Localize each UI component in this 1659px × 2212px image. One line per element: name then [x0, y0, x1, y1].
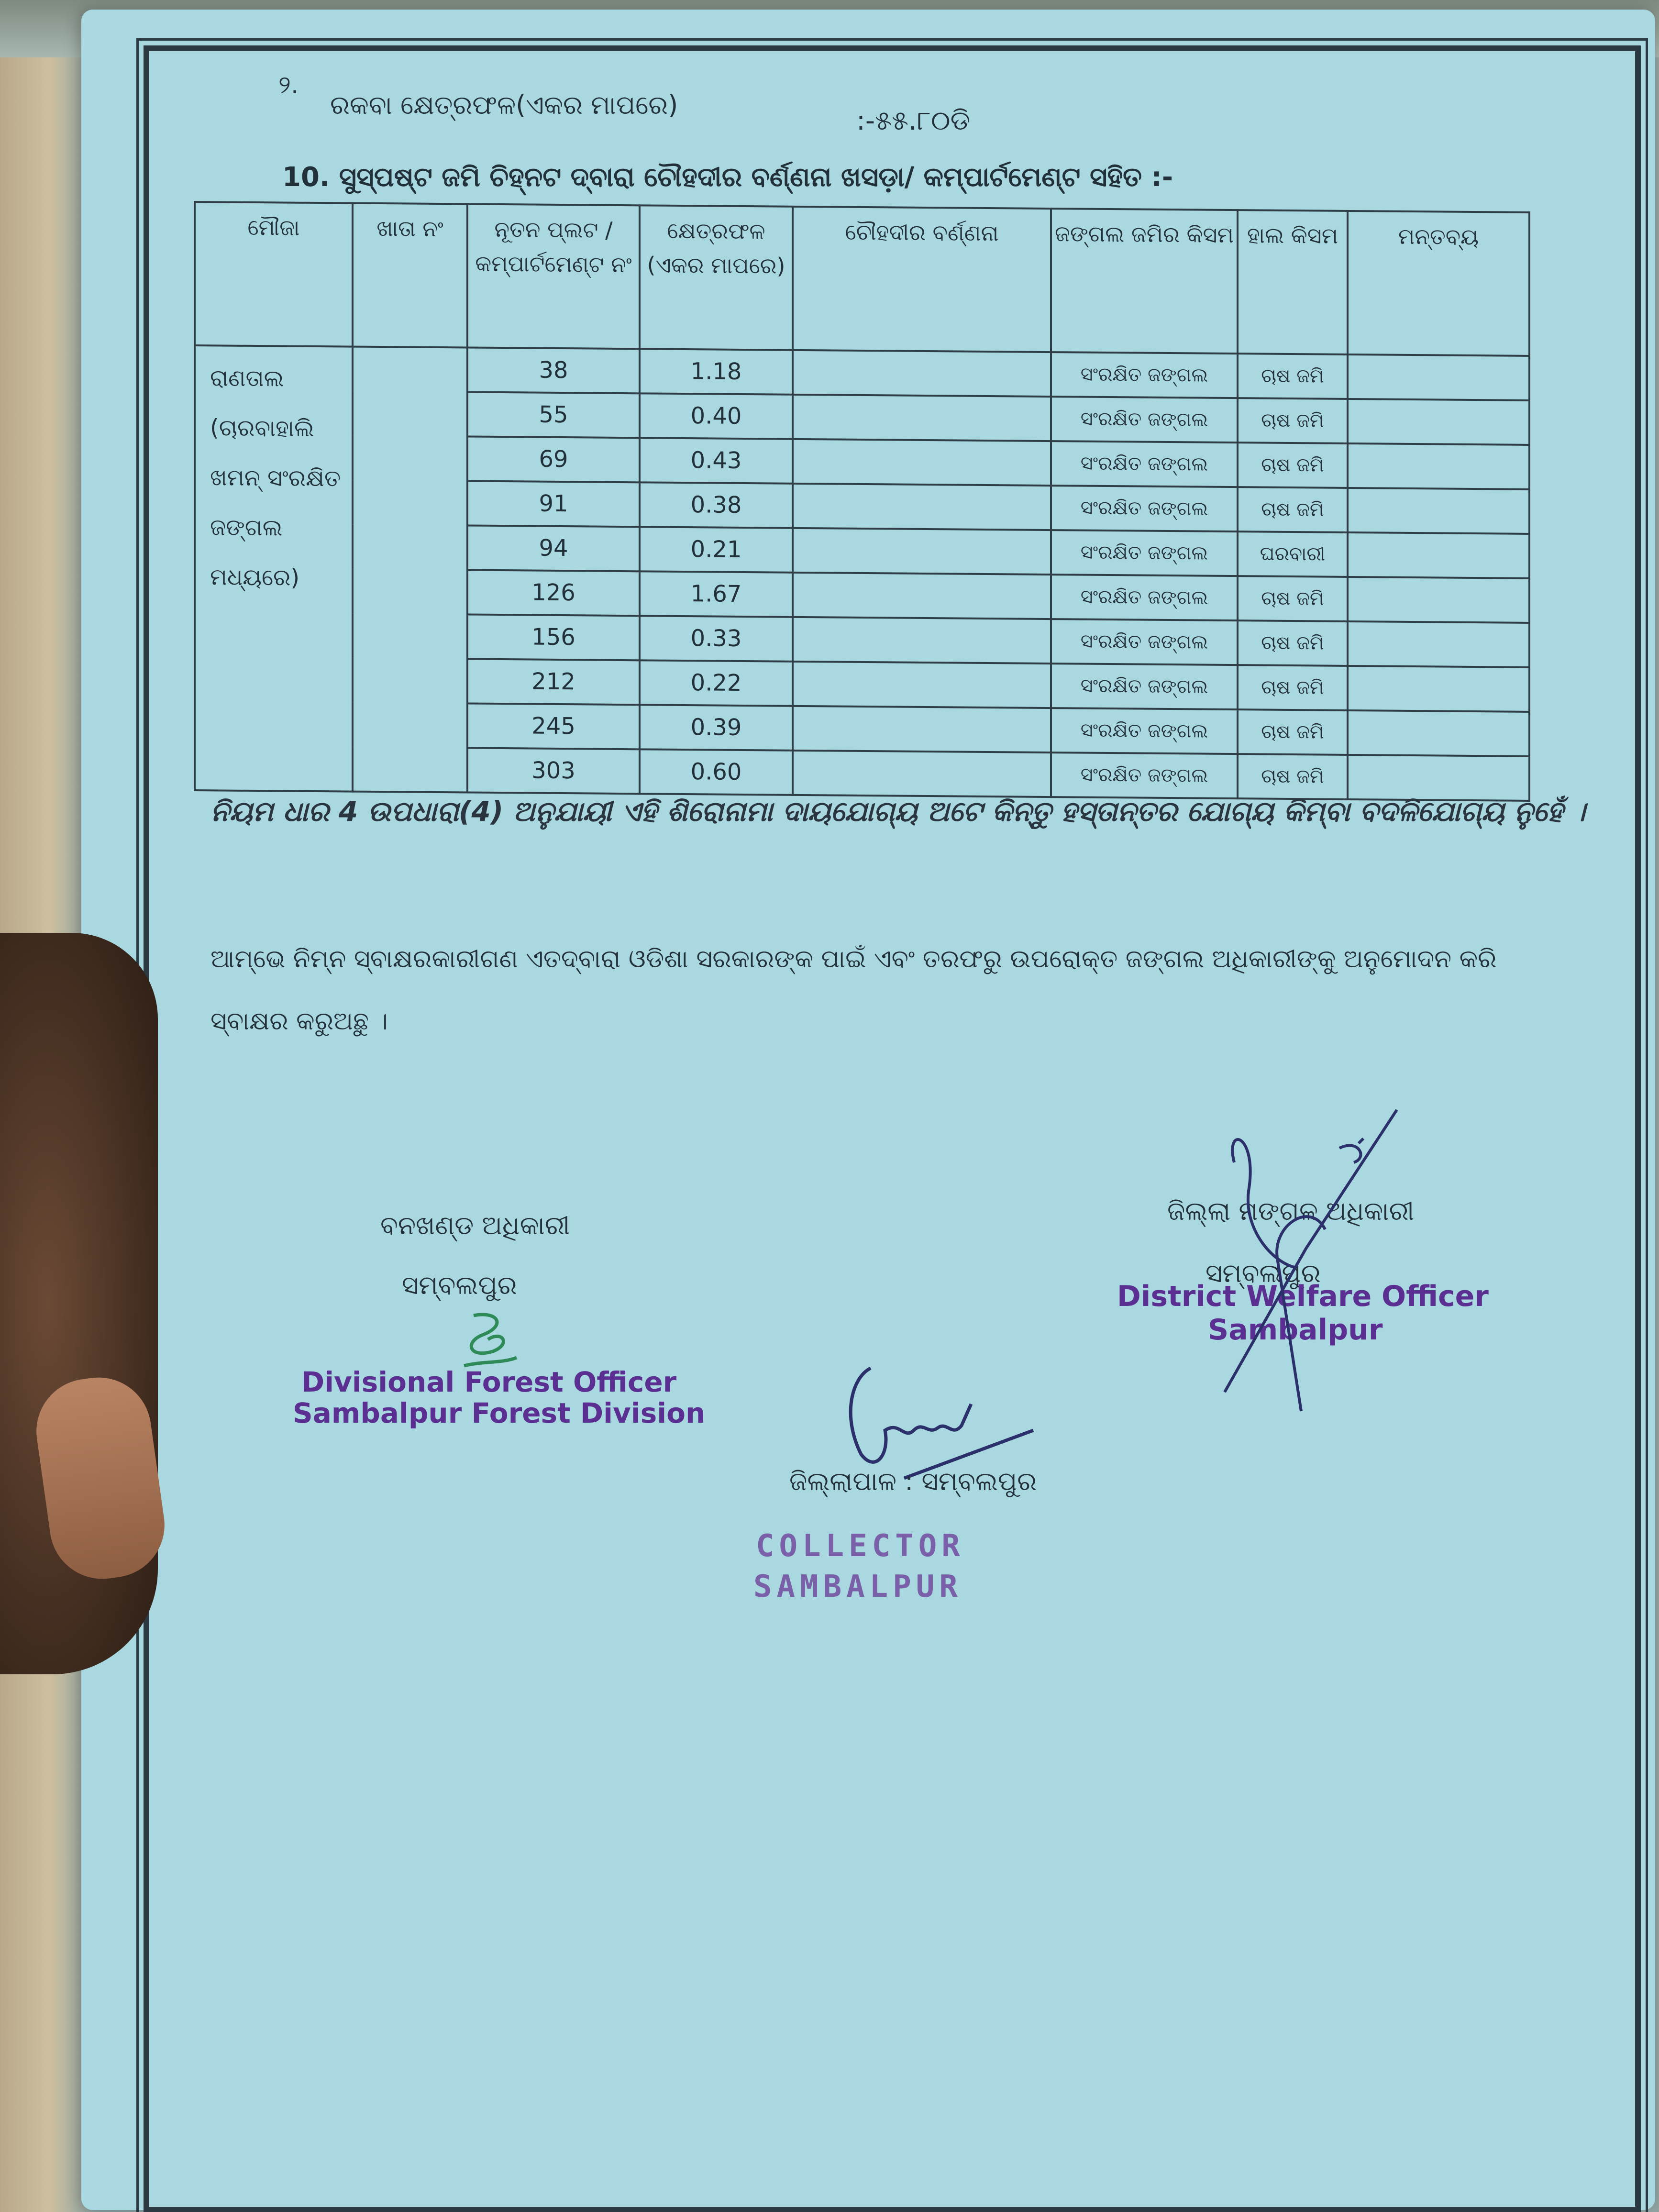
remarks-cell — [1348, 532, 1529, 578]
header-mouza: ମୌଜା — [195, 202, 353, 347]
dwo-stamp-line1: District Welfare Officer — [1117, 1280, 1489, 1313]
forest-type-cell: ସଂରକ୍ଷିତ ଜଙ୍ଗଲ — [1051, 486, 1238, 531]
remarks-cell — [1348, 488, 1529, 534]
current-type-cell: ଘରବାରୀ — [1238, 531, 1348, 577]
forest-type-cell: ସଂରକ୍ଷିତ ଜଙ୍ଗଲ — [1051, 441, 1238, 487]
area-cell: 0.43 — [640, 438, 793, 484]
header-khata: ଖାତା ନଂ — [353, 203, 467, 348]
current-type-cell: ଚାଷ ଜମି — [1238, 398, 1348, 443]
khata-cell — [353, 347, 467, 793]
plot-cell: 212 — [467, 659, 640, 705]
boundary-cell — [793, 662, 1051, 708]
plot-cell: 245 — [467, 703, 640, 749]
boundary-cell — [793, 439, 1051, 486]
current-type-cell: ଚାଷ ଜମି — [1238, 487, 1348, 532]
village-cell: ରାଣତାଲ (ଚାରବାହାଲି ଖମନ୍ ସଂରକ୍ଷିତ ଜଙ୍ଗଲ ମଧ୍ୟରେ) — [195, 345, 353, 792]
item10-heading: 10. ସୁସ୍ପଷ୍ଟ ଜମି ଚିହ୍ନଟ ଦ୍ବାରା ଚୌହଦୀର ବର୍ଣ୍ଣନା ଖସଡ଼ା/ କମ୍ପାର୍ଟମେଣ୍ଟ ସହିତ :- — [282, 162, 1173, 193]
current-type-cell: ଚାଷ ଜମି — [1238, 442, 1348, 488]
header-remarks: ମନ୍ତବ୍ୟ — [1348, 211, 1529, 356]
current-type-cell: ଚାଷ ଜମି — [1238, 709, 1348, 755]
boundary-cell — [793, 617, 1051, 664]
header-current-type: ହାଲ କିସମ — [1238, 210, 1348, 354]
remarks-cell — [1348, 577, 1529, 623]
boundary-cell — [793, 484, 1051, 530]
dwo-title: ଜିଲ୍ଲା ମଙ୍ଗଳ ଅଧିକାରୀ — [1167, 1196, 1415, 1226]
dfo-place: ସମ୍ବଲପୁର — [402, 1270, 517, 1300]
remarks-cell — [1348, 621, 1529, 667]
boundary-cell — [793, 706, 1051, 752]
remarks-cell — [1348, 354, 1529, 400]
current-type-cell: ଚାଷ ଜମି — [1238, 354, 1348, 399]
item9-value: :-୫୫.୮୦ଡି — [856, 105, 971, 136]
area-cell: 1.67 — [640, 571, 793, 617]
remarks-cell — [1348, 710, 1529, 756]
forest-type-cell: ସଂରକ୍ଷିତ ଜଙ୍ଗଲ — [1051, 619, 1238, 665]
forest-type-cell: ସଂରକ୍ଷିତ ଜଙ୍ଗଲ — [1051, 352, 1238, 398]
forest-type-cell: ସଂରକ୍ଷିତ ଜଙ୍ଗଲ — [1051, 752, 1238, 798]
boundary-cell — [793, 751, 1051, 797]
collector-stamp-line1: COLLECTOR — [756, 1528, 965, 1564]
collector-stamp-line2: SAMBALPUR — [753, 1569, 962, 1604]
remarks-cell — [1348, 443, 1529, 489]
boundary-cell — [793, 528, 1051, 575]
area-cell: 0.38 — [640, 482, 793, 528]
area-cell: 0.60 — [640, 749, 793, 795]
dwo-stamp-line2: Sambalpur — [1208, 1313, 1383, 1347]
forest-type-cell: ସଂରକ୍ଷିତ ଜଙ୍ଗଲ — [1051, 575, 1238, 620]
dfo-title: ବନଖଣ୍ଡ ଅଧିକାରୀ — [380, 1210, 570, 1240]
item9-number: ୨. — [278, 71, 299, 100]
header-boundary: ଚୌହଦୀର ବର୍ଣ୍ଣନା — [793, 207, 1051, 352]
declaration-paragraph: ଆମ୍ଭେ ନିମ୍ନ ସ୍ବାକ୍ଷରକାରୀଗଣ ଏତଦ୍ବାରା ଓଡିଶା ସରକାରଙ୍କ ପାଇଁ ଏବଂ ତରଫରୁ ଉପରୋକ୍ତ ଜଙ୍ଗଲ ଅଧିକାରୀଙ୍କୁ ଅନୁମୋଦନ କରି ସ୍ବାକ୍ଷର କରୁଅଛୁ । — [210, 945, 1497, 1036]
plot-cell: 55 — [467, 392, 640, 438]
forest-type-cell: ସଂରକ୍ଷିତ ଜଙ୍ଗଲ — [1051, 664, 1238, 709]
header-area: କ୍ଷେତ୍ରଫଳ (ଏକର ମାପରେ) — [640, 205, 793, 350]
forest-type-cell: ସଂରକ୍ଷିତ ଜଙ୍ଗଲ — [1051, 530, 1238, 576]
collector-signature — [832, 1359, 1043, 1483]
area-cell: 0.39 — [640, 705, 793, 751]
current-type-cell: ଚାଷ ଜମି — [1238, 576, 1348, 621]
dfo-stamp-line2: Sambalpur Forest Division — [293, 1397, 706, 1429]
dfo-stamp-line1: Divisional Forest Officer — [301, 1366, 677, 1398]
boundary-cell — [793, 573, 1051, 619]
header-forest-type: ଜଙ୍ଗଲ ଜମିର କିସମ — [1051, 209, 1238, 354]
table-header-row — [195, 202, 1529, 356]
header-plot: ନୂତନ ପ୍ଲଟ / କମ୍ପାର୍ଟମେଣ୍ଟ ନଂ — [467, 204, 640, 349]
plot-cell: 69 — [467, 436, 640, 482]
plot-cell: 94 — [467, 525, 640, 571]
forest-type-cell: ସଂରକ୍ଷିତ ଜଙ୍ଗଲ — [1051, 708, 1238, 754]
current-type-cell: ଚାଷ ଜମି — [1238, 620, 1348, 666]
plot-cell: 156 — [467, 614, 640, 660]
plot-cell: 38 — [467, 347, 640, 393]
remarks-cell — [1348, 755, 1529, 801]
rule-note: ନିୟମ ଧାର 4 ଉପଧାରା(4) ଅନୁଯାୟୀ ଏହି ଶିରୋନାମା ଦାୟଯୋଗ୍ୟ ଅଟେ କିନ୍ତୁ ହସ୍ତାନ୍ତର ଯୋଗ୍ୟ କିମ୍ବା ବଦଳିଯୋଗ୍ୟ ନୁହେଁ । — [210, 795, 1586, 828]
plot-cell: 126 — [467, 570, 640, 616]
plot-cell: 303 — [467, 748, 640, 794]
area-cell: 0.33 — [640, 616, 793, 662]
area-cell: 0.22 — [640, 660, 793, 706]
forest-type-cell: ସଂରକ୍ଷିତ ଜଙ୍ଗଲ — [1051, 397, 1238, 442]
area-cell: 0.40 — [640, 393, 793, 439]
plot-cell: 91 — [467, 481, 640, 527]
item9-label: ରକବା କ୍ଷେତ୍ରଫଳ(ଏକର ମାପରେ) — [330, 90, 678, 120]
current-type-cell: ଚାଷ ଜମି — [1238, 665, 1348, 710]
area-cell: 1.18 — [640, 349, 793, 395]
current-type-cell: ଚାଷ ଜମି — [1238, 754, 1348, 799]
boundary-cell — [793, 395, 1051, 441]
land-details-table — [194, 201, 1530, 802]
dwo-signature — [1215, 1105, 1406, 1416]
remarks-cell — [1348, 666, 1529, 712]
collector-title: ଜିଲ୍ଲାପାଳ : ସମ୍ବଲପୁର — [789, 1466, 1037, 1496]
area-cell: 0.21 — [640, 527, 793, 573]
remarks-cell — [1348, 399, 1529, 445]
dwo-place: ସମ୍ବଲପୁର — [1206, 1258, 1321, 1288]
boundary-cell — [793, 350, 1051, 397]
